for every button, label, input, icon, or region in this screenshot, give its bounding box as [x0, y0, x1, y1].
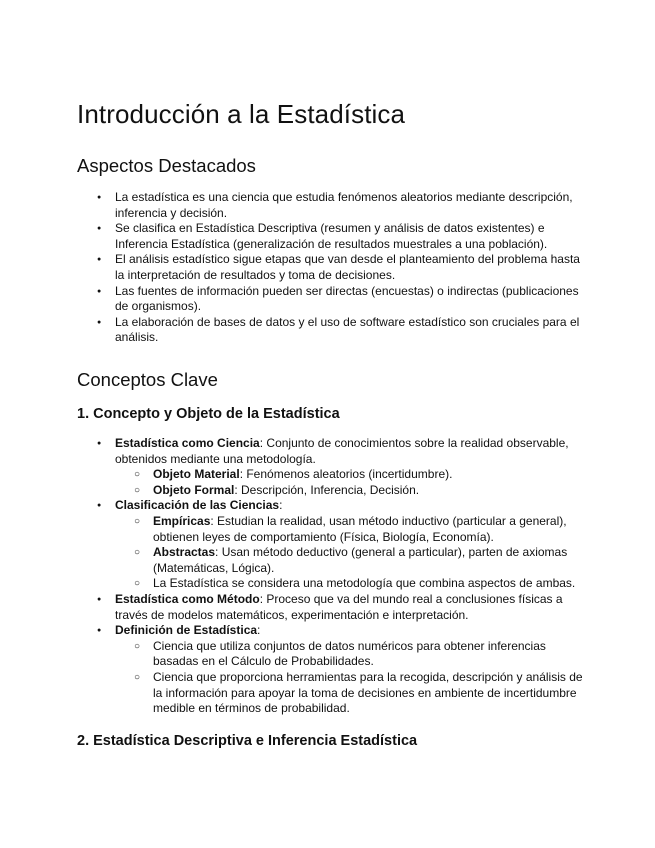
subsection-heading-descriptiva: 2. Estadística Descriptiva e Inferencia Estadística [77, 733, 418, 749]
sub-list-item [77, 514, 585, 545]
definition: : Fenómenos aleatorios (incertidumbre). [239, 467, 453, 482]
highlights-list [77, 190, 585, 346]
definition: : [257, 623, 261, 638]
list-item: ● Se clasifica en Estadística Descriptiva (resumen y análisis de datos existentes) e Inferencia Estadística (generalización de resultados muestrales a una población). [77, 221, 585, 252]
list-item: ● La elaboración de bases de datos y el uso de software estadístico son cruciales para el análisis. [77, 315, 585, 346]
term: Estadística como Ciencia [115, 436, 260, 450]
term: Estadística como Método [115, 591, 260, 606]
list-item [77, 436, 585, 467]
document-title: Introducción a la Estadística [77, 99, 406, 129]
definition: : Estudian la realidad, usan método inductivo (particular a general), obtienen leyes de comportamiento (Física, Biología, Economía). [153, 513, 567, 544]
list-item [77, 592, 585, 623]
definition: : Usan método deductivo (general a particular), parten de axiomas (Matemáticas, Lógica). [153, 545, 568, 575]
definition: : [279, 498, 283, 513]
concepts-list [77, 436, 585, 717]
definition: : Descripción, Inferencia, Decisión. [234, 482, 420, 497]
subsection-heading-concepto: 1. Concepto y Objeto de la Estadística [77, 406, 340, 422]
section-heading-aspectos: Aspectos Destacados [77, 155, 256, 176]
sub-list-item: ○ Ciencia que proporciona herramientas para la recogida, descripción y análisis de la información para apoyar la toma de decisiones en ambiente de incertidumbre medible en términos de probabilidad. [77, 670, 585, 717]
sub-list-item [77, 467, 585, 483]
list-item [77, 498, 585, 514]
list-item [77, 623, 585, 639]
sub-list-item [77, 483, 585, 499]
list-item: ● La estadística es una ciencia que estudia fenómenos aleatorios mediante descripción, inferencia y decisión. [77, 190, 585, 221]
sub-list-item: ○ La Estadística se considera una metodología que combina aspectos de ambas. [77, 576, 585, 592]
term: Abstractas [153, 545, 216, 560]
term: Objeto Formal [153, 482, 235, 497]
list-item: ● Las fuentes de información pueden ser directas (encuestas) o indirectas (publicaciones de organismos). [77, 284, 585, 315]
term: Empíricas [153, 513, 211, 528]
list-item: ● El análisis estadístico sigue etapas que van desde el planteamiento del problema hasta la interpretación de resultados y toma de decisiones. [77, 252, 585, 283]
term: Objeto Material [153, 467, 240, 482]
definition: : Proceso que va del mundo real a conclusiones físicas a través de modelos matemáticos, experimentación e interpretación. [115, 591, 563, 622]
term: Definición de Estadística [115, 623, 258, 638]
term: Clasificación de las Ciencias [115, 498, 280, 513]
definition: : Conjunto de conocimientos sobre la realidad observable, obtenidos mediante una metodología. [115, 436, 569, 466]
sub-list-item [77, 545, 585, 576]
section-heading-conceptos: Conceptos Clave [77, 369, 218, 390]
sub-list-item: ○ Ciencia que utiliza conjuntos de datos numéricos para obtener inferencias basadas en el Cálculo de Probabilidades. [77, 639, 585, 670]
